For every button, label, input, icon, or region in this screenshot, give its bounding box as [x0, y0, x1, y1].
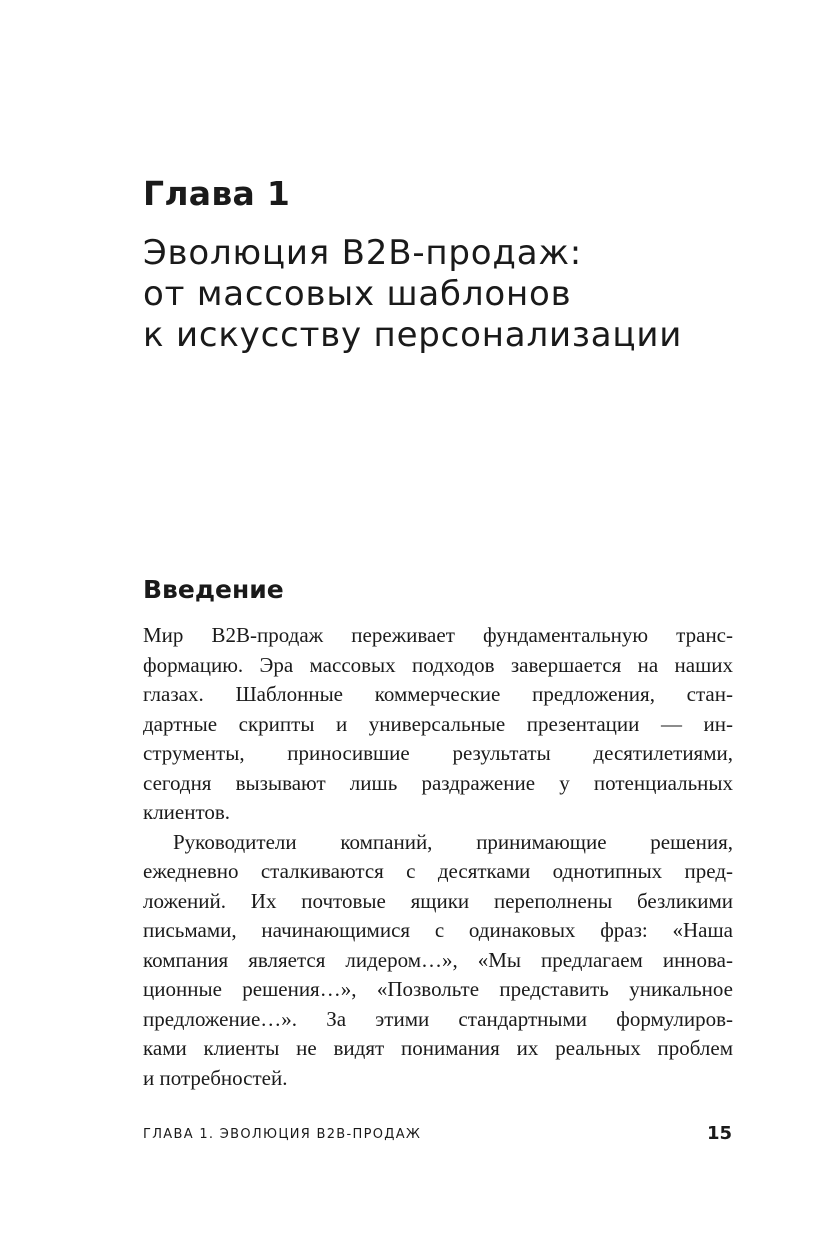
text-line: формацию. Эра массовых подходов завершается на наших: [143, 652, 733, 677]
paragraph: [143, 621, 733, 828]
section-heading: Введение: [143, 575, 284, 604]
text-line: Руководители компаний, принимающие решения,: [173, 829, 733, 854]
text-line: компания является лидером…», «Мы предлагаем иннова-: [143, 947, 733, 972]
text-line: ложений. Их почтовые ящики переполнены безликими: [143, 888, 733, 913]
chapter-title-line: от массовых шаблонов: [143, 274, 572, 314]
text-line: сегодня вызывают лишь раздражение у потенциальных: [143, 770, 733, 795]
text-line: Мир B2B-продаж переживает фундаментальную транс-: [143, 623, 733, 647]
chapter-label: Глава 1: [143, 174, 291, 213]
paragraph: [143, 828, 733, 1094]
text-line: струменты, приносившие результаты десятилетиями,: [143, 741, 733, 765]
page-number: 15: [706, 1123, 732, 1144]
text-line: ционные решения…», «Позвольте представить уникальное: [143, 977, 733, 1001]
text-line: дартные скрипты и универсальные презентации — ин-: [143, 711, 733, 736]
chapter-title-line: Эволюция B2B-продаж:: [143, 233, 583, 273]
chapter-title-line: к искусству персонализации: [143, 315, 683, 355]
text-line: письмами, начинающимися с одинаковых фраз: «Наша: [143, 918, 733, 942]
text-line: и потребностей.: [143, 1065, 288, 1090]
text-line: клиентов.: [143, 800, 231, 824]
text-line: предложение…». За этими стандартными формулиров-: [143, 1006, 733, 1031]
chapter-title: [143, 233, 783, 356]
text-line: ежедневно сталкиваются с десятками однотипных пред-: [143, 859, 733, 883]
body-text: [143, 621, 733, 1093]
running-footer: ГЛАВА 1. ЭВОЛЮЦИЯ B2B-ПРОДАЖ: [143, 1127, 422, 1142]
text-line: ками клиенты не видят понимания их реальных проблем: [143, 1036, 733, 1060]
text-line: глазах. Шаблонные коммерческие предложения, стан-: [143, 682, 733, 706]
